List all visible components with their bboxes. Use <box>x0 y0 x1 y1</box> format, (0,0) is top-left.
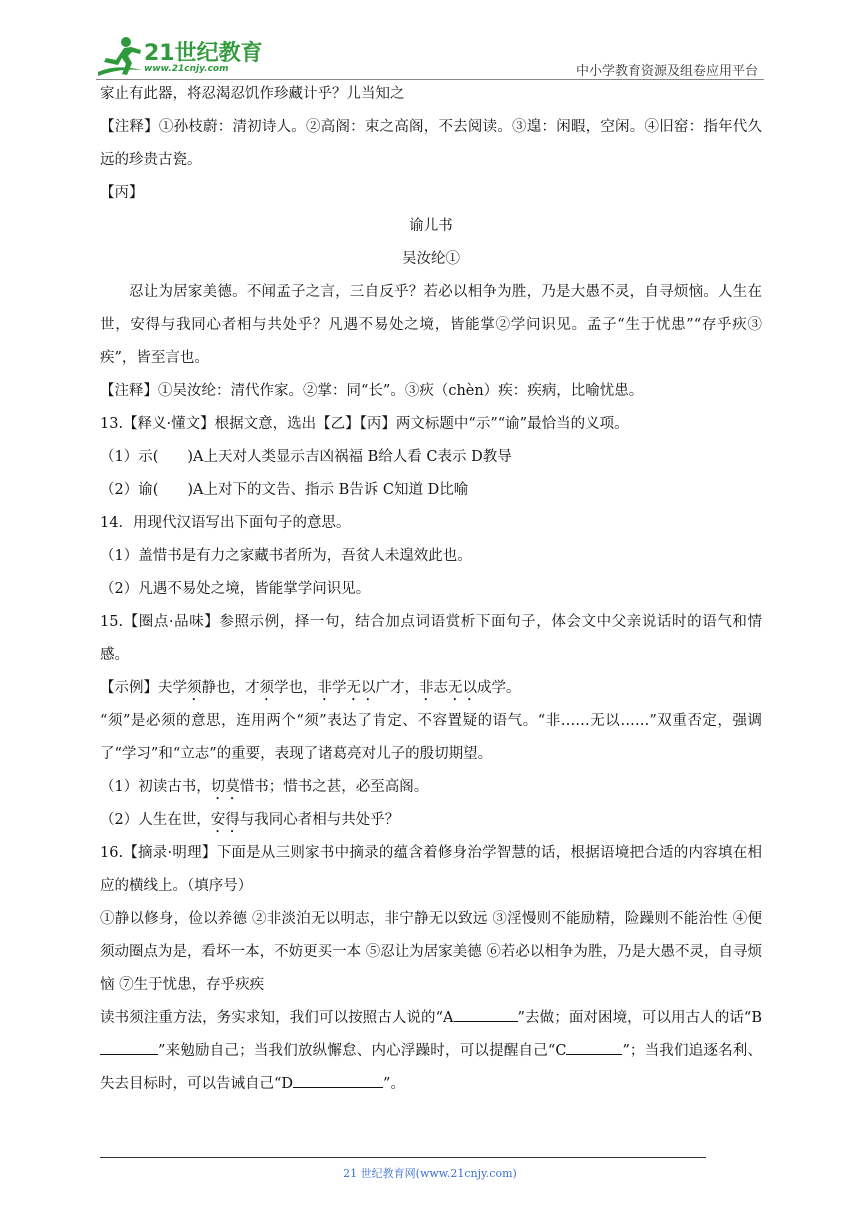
passage-title: 谕儿书 <box>409 218 453 234</box>
text-span: ”去做；面对困境，可以用古人的话“B <box>517 1010 762 1026</box>
question-13-2: （2）谕( )A上对下的文告、指示 B告诉 C知道 D比喻 <box>100 482 469 498</box>
page-header <box>96 28 764 80</box>
example-sentence <box>100 672 762 705</box>
dotted-word: 安得 <box>210 812 240 828</box>
example-explanation: “须”是必须的意思，连用两个“须”表达了肯定、不容置疑的语气。“非……无以……”双重否定，强调了“学习”和“立志”的重要，表现了诸葛亮对儿子的殷切期望。 <box>100 713 762 762</box>
dotted-word: 无以 <box>448 680 477 696</box>
question-14-1: （1）盖惜书是有力之家藏书者所为，吾贫人未遑效此也。 <box>100 548 472 564</box>
text-span: 静也，才 <box>201 680 260 696</box>
text-span: 学 <box>332 680 347 696</box>
text-span: 广才， <box>375 680 419 696</box>
text-span: ”来勉励自己；当我们放纵懈怠、内心浮躁时，可以提醒自己“C <box>158 1043 567 1059</box>
logo <box>96 34 263 78</box>
dotted-word: 无以 <box>346 680 376 696</box>
document-body <box>100 78 762 1101</box>
text-span: 与我同心者相与共处乎？ <box>239 812 400 828</box>
question-16-options: ①静以修身，俭以养德 ②非淡泊无以明志，非宁静无以致远 ③淫慢则不能励精，险躁则不能治性 ④便须动圈点为是，看坏一本，不妨更买一本 ⑤忍让为居家美德 ⑥若必以相争为胜，乃是大愚不灵，自寻烦恼 ⑦生于忧患，存乎疢疾 <box>100 911 762 993</box>
text-span: 读书须注重方法，务实求知，我们可以按照古人说的“A <box>100 1010 454 1026</box>
blank-c[interactable] <box>566 1038 622 1055</box>
question-15-2 <box>100 804 762 837</box>
footer-divider <box>100 1157 706 1158</box>
dotted-word: 非 <box>317 680 332 696</box>
blank-b[interactable] <box>100 1038 158 1055</box>
question-13: 13.【释义·懂文】根据文意，选出【乙】【丙】两文标题中“示”“谕”最恰当的义项。 <box>100 416 629 432</box>
question-15-1 <box>100 771 762 804</box>
annotation-yi: 【注释】①孙枝蔚：清初诗人。②高阁：束之高阁，不去阅读。③遑：闲暇，空闲。④旧窑：指年代久远的珍贵古瓷。 <box>100 119 762 168</box>
logo-url: www.21cnjy.com <box>144 64 229 74</box>
question-14-2: （2）凡遇不易处之境，皆能掌学问识见。 <box>100 581 371 597</box>
text-line: 家止有此器，将忍渴忍饥作珍藏计乎？儿当知之 <box>100 86 405 102</box>
annotation-bing: 【注释】①吴汝纶：清代作家。②掌：同“长”。③疢（chèn）疾：疾病，比喻忧患。 <box>100 383 644 399</box>
dotted-word: 切莫 <box>210 779 240 795</box>
question-15: 15.【圈点·品味】参照示例，择一句，结合加点词语赏析下面句子，体会文中父亲说话时的语气和情感。 <box>100 614 762 663</box>
passage-author: 吴汝纶① <box>402 251 460 267</box>
fill-in-paragraph <box>100 1002 762 1101</box>
logo-text: 21世纪教育 <box>144 41 263 66</box>
text-span: ”；当我们追逐名利、失去目标时，可以告诫自己“D <box>100 1043 763 1092</box>
section-label-bing: 【丙】 <box>100 185 144 201</box>
blank-a[interactable] <box>454 1005 518 1022</box>
text-span: （1）初读古书， <box>100 779 211 795</box>
text-span: 志 <box>433 680 448 696</box>
passage-body: 忍让为居家美德。不闻孟子之言，三自反乎？若必以相争为胜，乃是大愚不灵，自寻烦恼。人生在世，安得与我同心者相与共处乎？凡遇不易处之境，皆能掌②学问识见。孟子“生于忧患”“存乎疢③疾”，皆至言也。 <box>100 284 762 366</box>
runner-logo-icon <box>96 34 144 78</box>
question-13-1: （1）示( )A上天对人类显示吉凶祸福 B给人看 C表示 D教导 <box>100 449 512 465</box>
dotted-word: 非 <box>419 680 434 696</box>
text-span: ”。 <box>383 1076 405 1092</box>
platform-name: 中小学教育资源及组卷应用平台 <box>575 64 758 79</box>
text-span: 学也， <box>274 680 318 696</box>
text-span: 惜书；惜书之甚，必至高阁。 <box>239 779 429 795</box>
blank-d[interactable] <box>293 1071 383 1088</box>
text-span: （2）人生在世， <box>100 812 211 828</box>
text-span: 【示例】夫学 <box>100 680 187 696</box>
question-14: 14．用现代汉语写出下面句子的意思。 <box>100 515 351 531</box>
question-16: 16.【摘录·明理】下面是从三则家书中摘录的蕴含着修身治学智慧的话，根据语境把合适的内容填在相应的横线上。（填序号） <box>100 845 762 894</box>
dotted-word: 须 <box>259 680 274 696</box>
dotted-word: 须 <box>187 680 202 696</box>
text-span: 成学。 <box>477 680 521 696</box>
footer-site[interactable]: 21 世纪教育网(www.21cnjy.com) <box>343 1167 517 1180</box>
